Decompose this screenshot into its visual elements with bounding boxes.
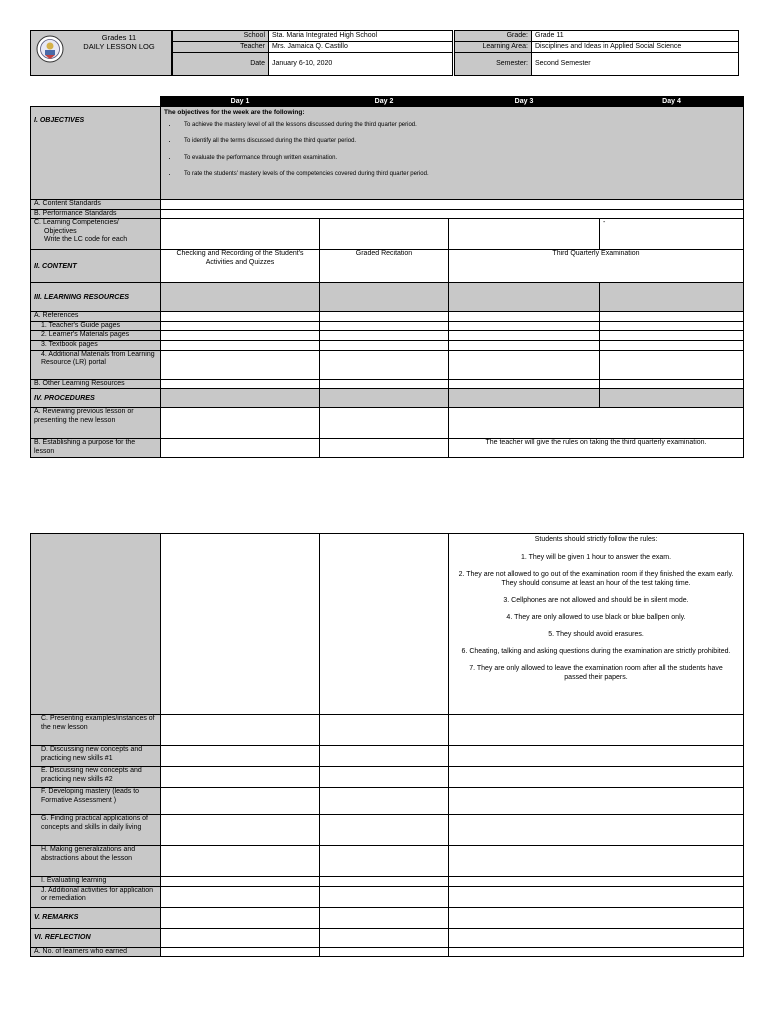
procedure-b-label: B. Establishing a purpose for the lesson xyxy=(31,439,161,458)
lesson-log-table xyxy=(30,96,744,458)
date-label: Date xyxy=(173,53,269,76)
exam-rules-list xyxy=(452,553,740,682)
learning-area-value: Disciplines and Ideas in Applied Social Science xyxy=(532,42,739,53)
resources-day-4 xyxy=(600,283,744,312)
procedure-c-label: C. Presenting examples/instances of the new lesson xyxy=(31,715,161,746)
resources-day-3 xyxy=(449,283,600,312)
daily-lesson-log-title: DAILY LESSON LOG xyxy=(83,42,155,51)
resources-day-1 xyxy=(161,283,320,312)
grade-level-text: Grades 11 xyxy=(101,33,137,42)
procedure-i-label: I. Evaluating learning xyxy=(31,877,161,887)
performance-standards-cell xyxy=(161,209,744,219)
header-info-right xyxy=(454,30,739,76)
school-label: School xyxy=(173,31,269,42)
objective-item: • To achieve the mastery level of all the lessons discussed during the third quarter period. xyxy=(178,121,740,129)
semester-label: Semester: xyxy=(455,53,532,76)
header-blank xyxy=(31,97,161,107)
day-1-header: Day 1 xyxy=(161,97,320,107)
teacher-value: Mrs. Jamaica Q. Castillo xyxy=(269,42,453,53)
competencies-day-4: - xyxy=(600,219,744,250)
competencies-day-1 xyxy=(161,219,320,250)
teacher-label: Teacher xyxy=(173,42,269,53)
resources-day-2 xyxy=(320,283,449,312)
content-day-2: Graded Recitation xyxy=(320,250,449,283)
header-info-left xyxy=(172,30,453,76)
other-resources-label: B. Other Learning Resources xyxy=(31,379,161,389)
learning-resources-label: III. LEARNING RESOURCES xyxy=(31,283,161,312)
content-day-1: Checking and Recording of the Student's Activities and Quizzes xyxy=(161,250,320,283)
objectives-label: I. OBJECTIVES xyxy=(31,107,161,200)
procedure-j-label: J. Additional activities for application or remediation xyxy=(31,886,161,907)
remarks-label: V. REMARKS xyxy=(31,907,161,928)
exam-rule-item: 4. They are only allowed to use black or blue ballpen only. xyxy=(506,613,686,621)
content-standards-label: A. Content Standards xyxy=(31,200,161,210)
procedure-b-day-3-4: The teacher will give the rules on taking the third quarterly examination. xyxy=(449,439,744,458)
procedure-g-label: G. Finding practical applications of concepts and skills in daily living xyxy=(31,815,161,846)
school-value: Sta. Maria Integrated High School xyxy=(269,31,453,42)
procedure-b-continued-label xyxy=(31,534,161,715)
procedure-d-label: D. Discussing new concepts and practicing new skills #1 xyxy=(31,746,161,767)
header-title xyxy=(68,33,170,51)
reflection-a-label: A. No. of learners who earned xyxy=(31,947,161,957)
reflection-label: VI. REFLECTION xyxy=(31,928,161,947)
lr-portal-label: 4. Additional Materials from Learning Resource (LR) portal xyxy=(31,350,161,379)
learning-area-label: Learning Area: xyxy=(455,42,532,53)
learning-competencies-label xyxy=(31,219,161,250)
competencies-day-3 xyxy=(449,219,600,250)
date-value: January 6-10, 2020 xyxy=(269,53,453,76)
exam-rule-item: 3. Cellphones are not allowed and should be in silent mode. xyxy=(503,596,689,604)
objectives-intro: The objectives for the week are the following: xyxy=(164,109,305,116)
deped-seal-icon xyxy=(36,35,64,63)
grade-value: Grade 11 xyxy=(532,31,739,42)
procedure-h-label: H. Making generalizations and abstractions about the lesson xyxy=(31,846,161,877)
exam-rules-cell xyxy=(449,534,744,715)
exam-rule-item: 5. They should avoid erasures. xyxy=(548,630,644,638)
grade-label: Grade: xyxy=(455,31,532,42)
competencies-line-3: Write the LC code for each xyxy=(44,236,128,244)
exam-rules-intro: Students should strictly follow the rules: xyxy=(534,536,658,543)
objective-item: • To evaluate the performance through written examination. xyxy=(178,154,740,162)
day-4-header: Day 4 xyxy=(600,97,744,107)
competencies-day-2 xyxy=(320,219,449,250)
performance-standards-label: B. Performance Standards xyxy=(31,209,161,219)
objective-item: • To identify all the terms discussed during the third quarter period. xyxy=(178,137,740,145)
textbook-pages-label: 3. Textbook pages xyxy=(31,340,161,350)
exam-rule-item: 2. They are not allowed to go out of the examination room if they finished the exam early. They should consume at least an hour of the test taking time. xyxy=(458,570,734,587)
lesson-log-table-continued xyxy=(30,533,744,957)
learners-materials-label: 2. Learner's Materials pages xyxy=(31,331,161,341)
content-day-3-4: Third Quarterly Examination xyxy=(449,250,744,283)
references-label: A. References xyxy=(31,312,161,322)
procedure-e-label: E. Discussing new concepts and practicing new skills #2 xyxy=(31,767,161,788)
exam-rule-item: 7. They are only allowed to leave the examination room after all the students have passed their papers. xyxy=(469,664,723,681)
procedure-f-label: F. Developing mastery (leads to Formative Assessment ) xyxy=(31,788,161,815)
exam-rule-item: 6. Cheating, talking and asking questions during the examination are strictly prohibited. xyxy=(461,647,731,655)
objectives-list xyxy=(164,121,740,179)
objective-item: • To rate the students' mastery levels of the competencies covered during third quarter period. xyxy=(178,170,740,178)
competencies-line-1: C. Learning Competencies/ xyxy=(34,219,119,227)
day-2-header: Day 2 xyxy=(320,97,449,107)
semester-value: Second Semester xyxy=(532,53,739,76)
competencies-line-2: Objectives xyxy=(44,227,77,235)
content-standards-cell xyxy=(161,200,744,210)
content-label: II. CONTENT xyxy=(31,250,161,283)
teachers-guide-label: 1. Teacher's Guide pages xyxy=(31,321,161,331)
procedures-label: IV. PROCEDURES xyxy=(31,389,161,408)
day-3-header: Day 3 xyxy=(449,97,600,107)
procedure-a-label: A. Reviewing previous lesson or presenting the new lesson xyxy=(31,408,161,439)
exam-rule-item: 1. They will be given 1 hour to answer the exam. xyxy=(520,553,672,561)
objectives-content xyxy=(161,107,744,200)
